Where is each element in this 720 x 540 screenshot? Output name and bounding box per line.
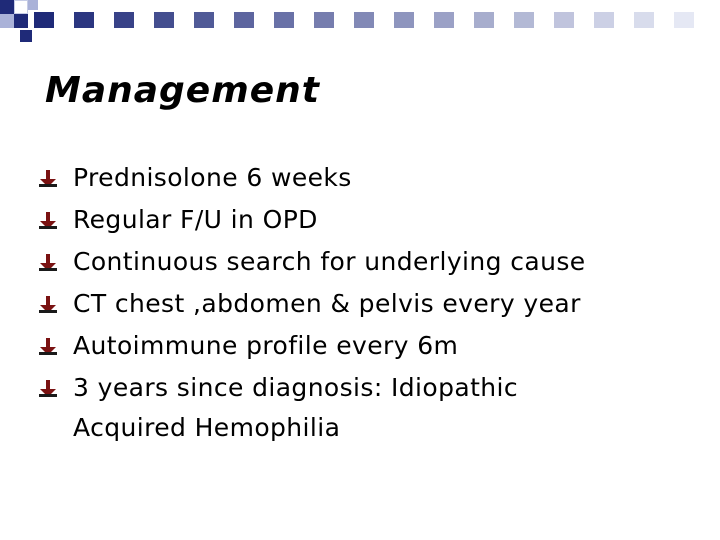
decor-strip-cell [454,12,474,28]
bullet-text: Prednisolone 6 weeks [73,163,352,192]
bullet-item [36,326,696,368]
decor-strip-cell [574,12,594,28]
decor-strip-cell [274,12,294,28]
bullet-text: Autoimmune profile every 6m [73,331,459,360]
bullet-item [36,284,696,326]
header-decoration [0,0,720,50]
bullet-text: Continuous search for underlying cause [73,247,586,276]
bullet-item [36,158,696,200]
decor-strip-cell [254,12,274,28]
arrow-bullet-icon [36,251,58,273]
decor-strip-cell [414,12,434,28]
decor-strip-cell [394,12,414,28]
decor-square [20,30,32,42]
bullet-text: CT chest ,abdomen & pelvis every year [73,289,581,318]
decor-square [28,0,38,10]
decor-strip-cell [374,12,394,28]
decor-strip-cell [674,12,694,28]
arrow-bullet-icon [36,209,58,231]
bullet-item [36,368,696,452]
decor-strip-cell [234,12,254,28]
decor-square [14,14,28,28]
arrow-bullet-icon [36,293,58,315]
decor-strip-cell [134,12,154,28]
decor-square [0,0,14,14]
bullet-list [36,158,696,452]
decor-strip-cell [34,12,54,28]
decor-strip-cell [614,12,634,28]
decor-strip-cell [54,12,74,28]
decor-strip-cell [534,12,554,28]
arrow-bullet-icon [36,167,58,189]
decor-strip-cell [334,12,354,28]
bullet-text: Regular F/U in OPD [73,205,318,234]
decor-strip-cell [554,12,574,28]
bullet-item [36,242,696,284]
decor-strip-cell [174,12,194,28]
decor-strip-cell [474,12,494,28]
decor-strip-cell [594,12,614,28]
decor-strip-cell [214,12,234,28]
decor-strip-cell [514,12,534,28]
arrow-bullet-icon [36,377,58,399]
decor-strip-cell [314,12,334,28]
decor-strip-cell [294,12,314,28]
slide-title: Management [45,70,320,111]
decor-strip-cell [354,12,374,28]
decor-strip-cell [154,12,174,28]
decor-strip-cell [114,12,134,28]
decor-strip-cell [694,12,714,28]
decor-strip-cell [654,12,674,28]
decor-strip-cell [94,12,114,28]
decor-strip-cell [434,12,454,28]
decor-strip-cell [494,12,514,28]
arrow-bullet-icon [36,335,58,357]
header-gradient-strip [34,12,720,28]
decor-strip-cell [194,12,214,28]
decor-strip-cell [74,12,94,28]
bullet-item [36,200,696,242]
decor-square [14,0,28,14]
decor-square [0,14,14,28]
decor-strip-cell [634,12,654,28]
bullet-text: 3 years since diagnosis: Idiopathic Acquired Hemophilia [73,373,519,442]
